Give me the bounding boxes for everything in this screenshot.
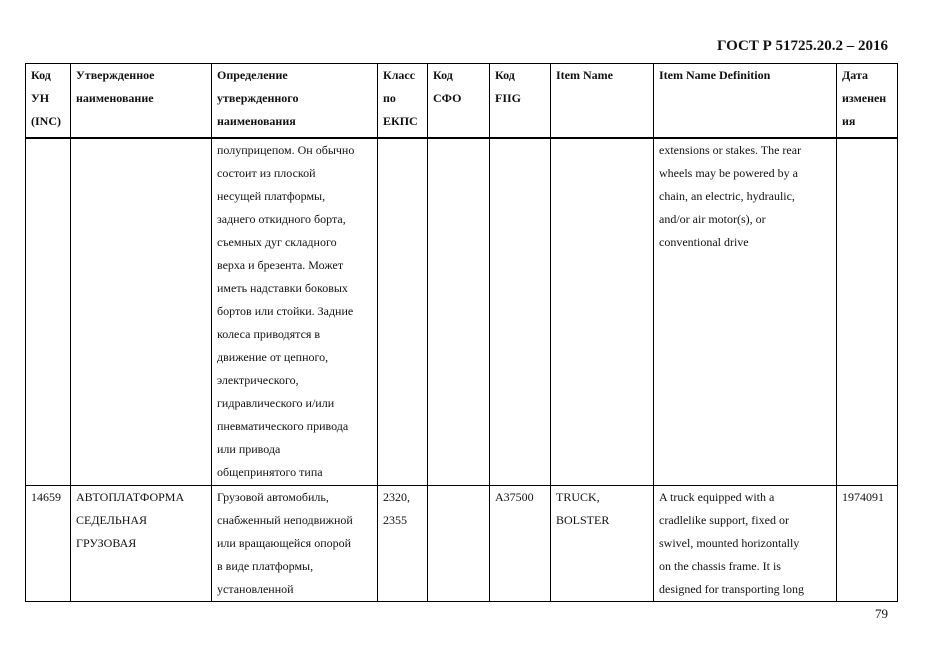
table-header-row [26, 64, 898, 139]
cell-definition: Грузовой автомобиль, снабженный неподвижной или вращающейся опорой в виде платформы, установленной [212, 486, 378, 602]
column-header-item-name-definition: Item Name Definition [654, 64, 837, 139]
column-header-ekps-class: Класс по ЕКПС [378, 64, 428, 139]
column-header-change-date: Дата изменен ия [837, 64, 898, 139]
cell-item-name [551, 138, 654, 486]
cell-inc: 14659 [26, 486, 71, 602]
cell-sfo-code [428, 486, 490, 602]
column-header-fiig-code: Код FIIG [490, 64, 551, 139]
cell-definition: полуприцепом. Он обычно состоит из плоской несущей платформы, заднего откидного борта, съемных дуг складного верха и брезента. Может иметь надставки боковых бортов или стойки. Задние колеса приводятся в движение от цепного, электрического, гидравлического и/или пневматического привода или привода общепринятого типа [212, 138, 378, 486]
classification-table [25, 63, 898, 602]
column-header-sfo-code: Код СФО [428, 64, 490, 139]
cell-fiig-code [490, 138, 551, 486]
cell-change-date: 1974091 [837, 486, 898, 602]
cell-ekps-class [378, 138, 428, 486]
document-standard-header: ГОСТ Р 51725.20.2 – 2016 [716, 38, 888, 54]
cell-item-name-definition: extensions or stakes. The rear wheels may be powered by a chain, an electric, hydraulic, and/or air motor(s), or conventional drive [654, 138, 837, 486]
page-number: 79 [875, 606, 888, 621]
column-header-item-name: Item Name [551, 64, 654, 139]
column-header-definition: Определение утвержденного наименования [212, 64, 378, 139]
column-header-approved-name: Утвержденное наименование [71, 64, 212, 139]
table-row [26, 486, 898, 602]
cell-item-name-definition: A truck equipped with a cradlelike support, fixed or swivel, mounted horizontally on the chassis frame. It is designed for transporting long [654, 486, 837, 602]
table-row [26, 138, 898, 486]
cell-fiig-code: A37500 [490, 486, 551, 602]
cell-approved-name [71, 138, 212, 486]
cell-change-date [837, 138, 898, 486]
cell-sfo-code [428, 138, 490, 486]
cell-approved-name: АВТОПЛАТФОРМА СЕДЕЛЬНАЯ ГРУЗОВАЯ [71, 486, 212, 602]
cell-item-name: TRUCK, BOLSTER [551, 486, 654, 602]
cell-inc [26, 138, 71, 486]
column-header-inc: Код УН (INC) [26, 64, 71, 139]
cell-ekps-class: 2320, 2355 [378, 486, 428, 602]
